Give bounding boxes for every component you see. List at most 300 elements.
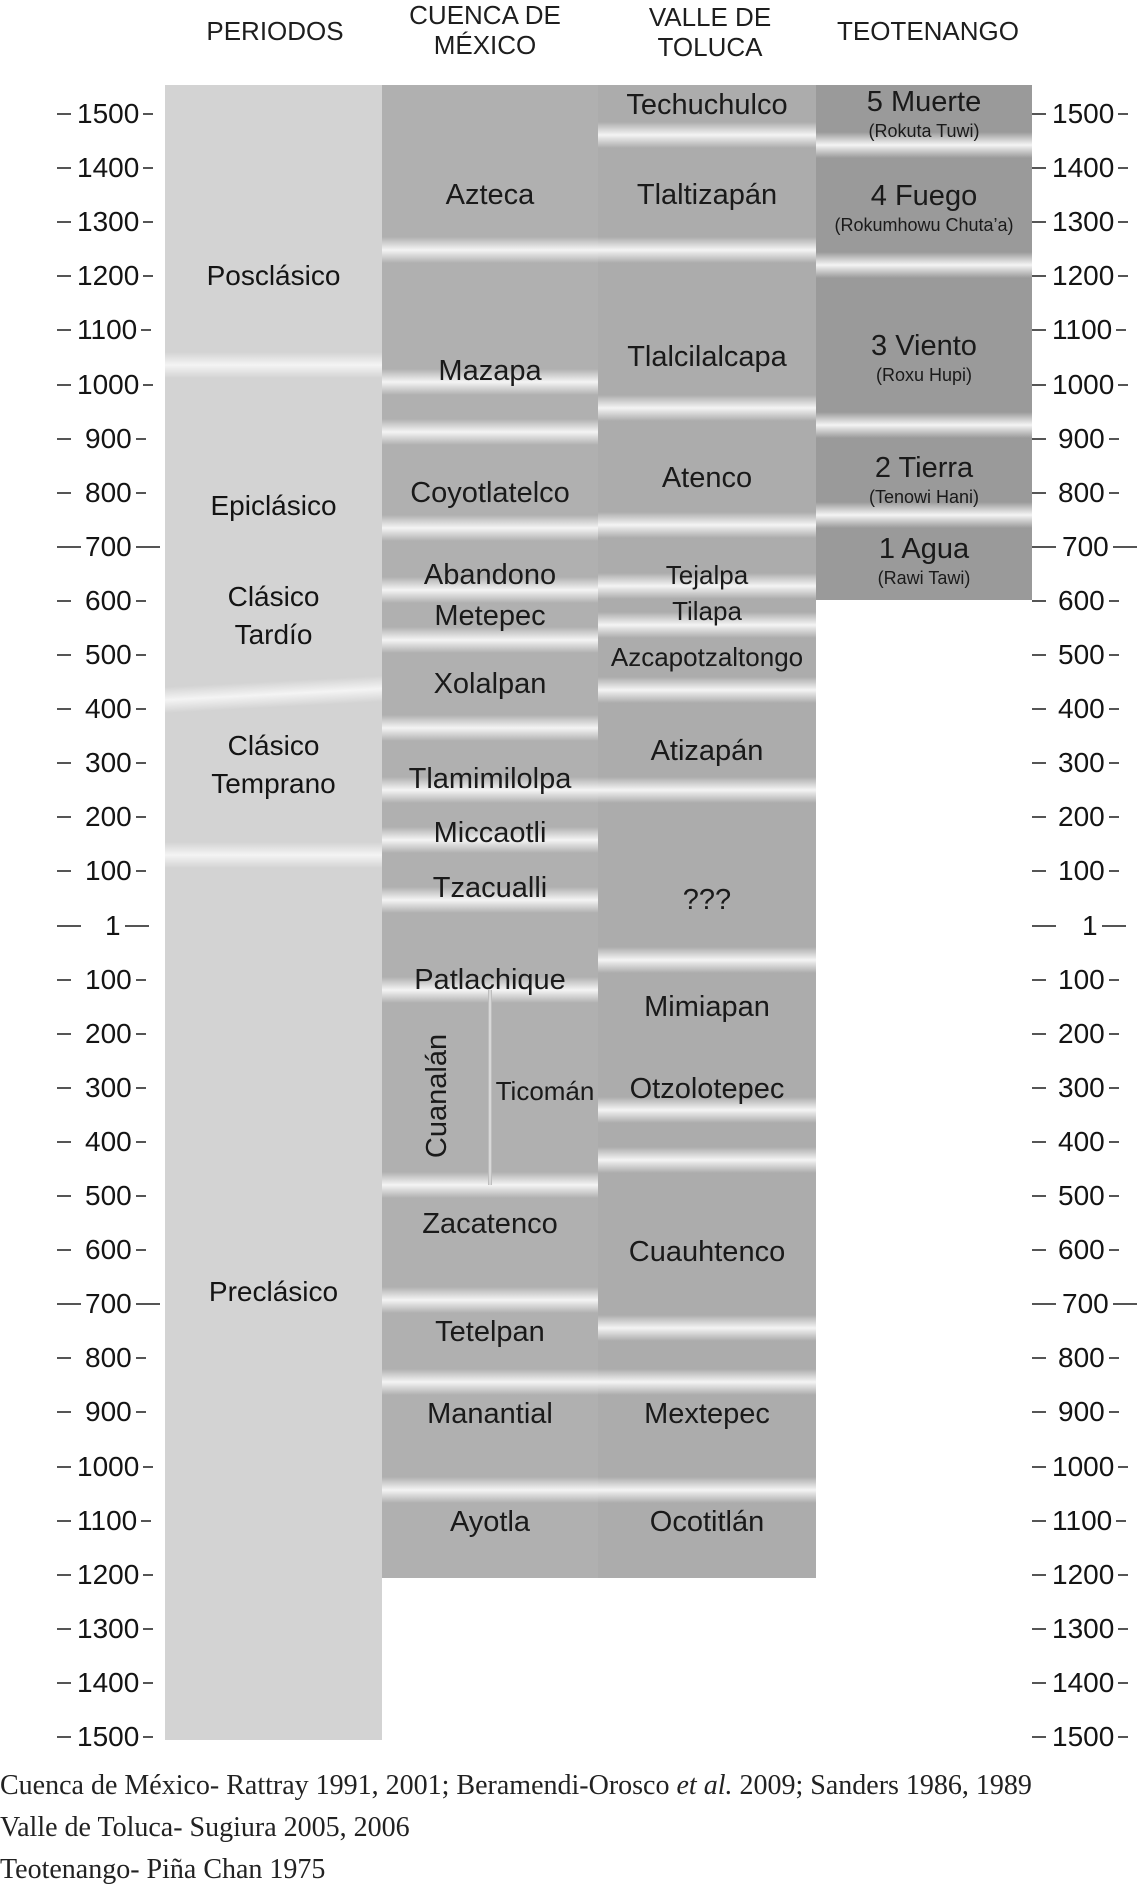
tick-mark <box>1032 275 1046 277</box>
scale-left-row <box>55 799 165 835</box>
scale-right-row <box>1032 204 1142 240</box>
cuenca-separator <box>382 419 598 445</box>
tick-mark <box>57 113 71 115</box>
scale-left-row <box>55 150 165 186</box>
tick-mark <box>1109 1141 1119 1143</box>
scale-left-row <box>55 1611 165 1647</box>
scale-right-row <box>1032 1178 1142 1214</box>
toluca-azcapotzaltongo <box>592 639 822 675</box>
tick-mark <box>136 1033 146 1035</box>
year-label: 800 <box>1058 476 1105 508</box>
year-label: 900 <box>85 422 132 454</box>
year-label: 300 <box>1058 747 1105 779</box>
year-label: 1400 <box>1052 152 1115 184</box>
year-label: 600 <box>1058 584 1105 616</box>
tick-mark <box>57 979 71 981</box>
tick-mark <box>57 167 71 169</box>
scale-left-row <box>55 853 165 889</box>
year-label: 200 <box>1058 801 1105 833</box>
year-label: 500 <box>85 1180 132 1211</box>
toluca-mimiapan-text: Mimiapan <box>644 991 770 1023</box>
toluca-separator <box>598 1477 816 1503</box>
scale-right-row <box>1032 1286 1142 1322</box>
year-label: 1100 <box>77 1504 138 1536</box>
tick-mark <box>1032 1466 1046 1468</box>
tick-mark <box>1032 329 1046 331</box>
year-label: 700 <box>85 1288 132 1320</box>
teotenango-5-muerte <box>816 84 1032 142</box>
toluca-tlalcilalcapa <box>598 339 816 375</box>
toluca-otzolotepec-text: Otzolotepec <box>629 1073 785 1105</box>
scale-left-row <box>55 1719 165 1755</box>
year-label: 1000 <box>77 1450 140 1482</box>
teotenango-3-viento-name: 3 Viento <box>871 330 977 362</box>
cuenca-cuanalan-text: Cuanalán <box>421 1033 453 1159</box>
tick-mark <box>1032 762 1046 764</box>
cuenca-azteca <box>382 177 598 213</box>
tick-mark <box>141 1520 151 1522</box>
tick-mark <box>1032 1303 1056 1305</box>
tick-mark <box>1118 1574 1128 1576</box>
tick-mark <box>1032 1628 1046 1630</box>
tick-mark <box>57 1303 81 1305</box>
tick-mark <box>143 1736 153 1738</box>
toluca-ocotitlan <box>598 1504 816 1540</box>
toluca-separator <box>598 677 816 703</box>
tick-mark <box>143 113 153 115</box>
toluca-mextepec <box>598 1396 816 1432</box>
tick-mark <box>1032 492 1046 494</box>
cuenca-azteca-text: Azteca <box>445 179 535 211</box>
scale-right-row <box>1032 312 1142 348</box>
teotenango-5-muerte-sub: (Rokuta Tuwi) <box>868 121 980 141</box>
scale-left-row <box>55 1340 165 1376</box>
toluca-cuauhtenco <box>598 1234 816 1270</box>
scale-right-row <box>1032 799 1142 835</box>
source-cuenca-part2: 2009; Sanders 1986, 1989 <box>732 1770 1032 1801</box>
cuenca-separator <box>382 515 598 541</box>
toluca-atenco <box>598 460 816 496</box>
tick-mark <box>136 1357 146 1359</box>
scale-left-row <box>55 1557 165 1593</box>
tick-mark <box>1118 1736 1128 1738</box>
toluca-tejalpa-text: Tejalpa <box>665 560 749 590</box>
source-toluca <box>0 1808 410 1848</box>
source-toluca-text: Valle de Toluca- Sugiura 2005, 2006 <box>0 1812 410 1843</box>
toluca-techuchulco-text: Techuchulco <box>626 89 788 121</box>
year-label: 1000 <box>1052 368 1115 400</box>
teotenango-1-agua-sub: (Rawi Tawi) <box>877 568 971 588</box>
tick-mark <box>1109 654 1119 656</box>
year-label: 1100 <box>77 314 138 346</box>
teotenango-2-tierra-sub: (Tenowi Hani) <box>868 487 980 507</box>
year-label: 1300 <box>1052 206 1115 238</box>
toluca-separator <box>598 777 816 803</box>
year-label: 1200 <box>77 1558 140 1590</box>
tick-mark <box>1118 167 1128 169</box>
period-separator <box>165 352 382 378</box>
year-label: 1000 <box>1052 1450 1115 1482</box>
year-label: 100 <box>1058 855 1105 887</box>
teotenango-1-agua <box>816 531 1032 589</box>
cuenca-separator <box>382 1287 598 1313</box>
header-periodos-text: PERIODOS <box>206 16 344 46</box>
cuenca-mazapa <box>382 353 598 389</box>
scale-left-row <box>55 1124 165 1160</box>
header-toluca <box>610 2 810 62</box>
header-teotenango <box>823 16 1033 46</box>
tick-mark <box>1118 1628 1128 1630</box>
teotenango-separator <box>816 252 1032 278</box>
toluca-separator <box>598 512 816 538</box>
scale-right-row <box>1032 421 1142 457</box>
tick-mark <box>57 1682 71 1684</box>
tick-mark <box>57 492 71 494</box>
tick-mark <box>136 1141 146 1143</box>
year-label: 100 <box>1058 963 1105 995</box>
tick-mark <box>1118 275 1128 277</box>
scale-right-row <box>1032 1557 1142 1593</box>
tick-mark <box>1109 600 1119 602</box>
toluca-separator <box>598 237 816 263</box>
tick-mark <box>57 1574 71 1576</box>
cuenca-tzacualli-text: Tzacualli <box>432 872 548 904</box>
tick-mark <box>136 762 146 764</box>
cuenca-zacatenco <box>382 1206 598 1242</box>
cuenca-ticoman-text: Ticomán <box>495 1076 595 1106</box>
cuenca-zacatenco-text: Zacatenco <box>422 1208 558 1240</box>
tick-mark <box>1102 925 1126 927</box>
tick-mark <box>1032 221 1046 223</box>
header-cuenca <box>385 0 585 60</box>
toluca-atizapan-text: Atizapán <box>650 735 764 767</box>
tick-mark <box>1109 1357 1119 1359</box>
tick-mark <box>57 600 71 602</box>
tick-mark <box>136 1303 160 1305</box>
tick-mark <box>1032 979 1046 981</box>
toluca-tilapa <box>598 593 816 629</box>
year-label: 1500 <box>77 1721 140 1752</box>
cuenca-xolalpan-text: Xolalpan <box>433 668 547 700</box>
scale-right-row <box>1032 583 1142 619</box>
cuenca-xolalpan <box>382 666 598 702</box>
tick-mark <box>1032 1087 1046 1089</box>
tick-mark <box>1032 438 1046 440</box>
cuenca-metepec <box>382 598 598 634</box>
scale-left-row <box>55 475 165 511</box>
tick-mark <box>136 654 146 656</box>
scale-right-row <box>1032 1070 1142 1106</box>
tick-mark <box>57 870 71 872</box>
source-cuenca-part1: Cuenca de México- Rattray 1991, 2001; Beramendi-Orosco <box>0 1770 677 1801</box>
cuenca-tlamimilolpa <box>382 761 598 797</box>
tick-mark <box>57 1087 71 1089</box>
header-periodos <box>160 16 390 46</box>
year-label: 600 <box>85 584 132 616</box>
toluca-atenco-text: Atenco <box>661 462 753 494</box>
year-label: 100 <box>85 963 132 995</box>
periods-column <box>165 85 382 1740</box>
tick-mark <box>1032 1736 1046 1738</box>
tick-mark <box>1032 113 1046 115</box>
toluca-azcapotzaltongo-text: Azcapotzaltongo <box>610 642 804 672</box>
tick-mark <box>57 925 81 927</box>
tick-mark <box>136 870 146 872</box>
tick-mark <box>1032 1033 1046 1035</box>
scale-right-row <box>1032 745 1142 781</box>
tick-mark <box>1109 762 1119 764</box>
tick-mark <box>57 1466 71 1468</box>
scale-left-row <box>55 96 165 132</box>
year-label: 500 <box>1058 1180 1105 1211</box>
scale-right-row <box>1032 853 1142 889</box>
tick-mark <box>1032 1141 1046 1143</box>
period-clasico-temprano-text: Clásico Temprano <box>211 730 336 799</box>
year-label: 1100 <box>1052 1504 1113 1536</box>
year-label: 1 <box>1082 909 1098 941</box>
teotenango-4-fuego <box>816 178 1032 236</box>
scale-right-row <box>1032 1016 1142 1052</box>
teotenango-4-fuego-sub: (Rokumhowu Chuta’a) <box>834 215 1014 235</box>
tick-mark <box>136 492 146 494</box>
scale-right-row <box>1032 637 1142 673</box>
tick-mark <box>136 546 160 548</box>
year-label: 700 <box>1062 530 1109 562</box>
tick-mark <box>1113 1303 1137 1305</box>
scale-left-row <box>55 421 165 457</box>
year-label: 1400 <box>77 152 140 184</box>
scale-left-row <box>55 1178 165 1214</box>
tick-mark <box>1032 1195 1046 1197</box>
scale-left-row <box>55 312 165 348</box>
tick-mark <box>57 654 71 656</box>
year-label: 700 <box>1062 1288 1109 1320</box>
tick-mark <box>141 329 151 331</box>
teotenango-3-viento-sub: (Roxu Hupi) <box>875 365 973 385</box>
tick-mark <box>57 1411 71 1413</box>
toluca-unknown-text: ??? <box>682 884 732 916</box>
tick-mark <box>143 1682 153 1684</box>
tick-mark <box>1118 113 1128 115</box>
year-label: 300 <box>85 1071 132 1103</box>
toluca-separator <box>598 1315 816 1341</box>
year-label: 1000 <box>77 368 140 400</box>
period-epiclasico-text: Epiclásico <box>210 490 337 521</box>
year-label: 1 <box>105 909 121 941</box>
year-label: 200 <box>1058 1017 1105 1049</box>
source-cuenca-etal: et al. <box>676 1770 733 1801</box>
year-label: 400 <box>1058 1125 1105 1157</box>
tick-mark <box>57 1033 71 1035</box>
year-label: 300 <box>1058 1071 1105 1103</box>
tick-mark <box>57 384 71 386</box>
year-label: 1400 <box>1052 1666 1115 1698</box>
teotenango-3-viento <box>816 328 1032 386</box>
tick-mark <box>57 1249 71 1251</box>
tick-mark <box>1032 1357 1046 1359</box>
cuenca-tetelpan <box>382 1314 598 1350</box>
period-separator <box>165 842 382 868</box>
tick-mark <box>136 1087 146 1089</box>
year-label: 600 <box>85 1234 132 1266</box>
tick-mark <box>57 275 71 277</box>
tick-mark <box>57 816 71 818</box>
cuenca-abandono <box>382 557 598 593</box>
scale-left-row <box>55 1503 165 1539</box>
toluca-separator <box>598 395 816 421</box>
tick-mark <box>1109 1087 1119 1089</box>
cuenca-tlamimilolpa-text: Tlamimilolpa <box>408 763 572 795</box>
scale-right-row <box>1032 1449 1142 1485</box>
cuenca-mazapa-text: Mazapa <box>438 355 542 387</box>
header-toluca-line1: VALLE DE <box>648 2 772 32</box>
scale-right-row <box>1032 691 1142 727</box>
tick-mark <box>1032 654 1046 656</box>
tick-mark <box>1032 925 1056 927</box>
scale-left-row <box>55 962 165 998</box>
toluca-atizapan <box>598 733 816 769</box>
tick-mark <box>143 384 153 386</box>
tick-mark <box>143 167 153 169</box>
year-label: 900 <box>1058 1396 1105 1428</box>
tick-mark <box>1109 492 1119 494</box>
tick-mark <box>1032 870 1046 872</box>
cuenca-patlachique-text: Patlachique <box>414 964 566 996</box>
tick-mark <box>1109 1411 1119 1413</box>
toluca-otzolotepec <box>598 1071 816 1107</box>
cuenca-separator <box>382 1369 598 1395</box>
tick-mark <box>1032 816 1046 818</box>
toluca-techuchulco <box>598 87 816 123</box>
period-preclasico-text: Preclásico <box>208 1276 339 1307</box>
tick-mark <box>1118 1682 1128 1684</box>
scale-right-row <box>1032 1340 1142 1376</box>
period-epiclasico <box>165 487 382 525</box>
tick-mark <box>57 1195 71 1197</box>
scale-right-row <box>1032 1719 1142 1755</box>
scale-left-row <box>55 1449 165 1485</box>
cuenca-tzacualli <box>382 870 598 906</box>
scale-left-row <box>55 1286 165 1322</box>
cuenca-manantial-text: Manantial <box>427 1398 553 1430</box>
scale-left-row <box>55 583 165 619</box>
cuenca-manantial <box>382 1396 598 1432</box>
year-label: 600 <box>1058 1234 1105 1266</box>
year-label: 100 <box>85 855 132 887</box>
year-label: 1100 <box>1052 314 1113 346</box>
tick-mark <box>143 221 153 223</box>
scale-left-row <box>55 1232 165 1268</box>
toluca-tlaltizapan-text: Tlaltizapán <box>636 179 778 211</box>
year-label: 300 <box>85 747 132 779</box>
toluca-ocotitlan-text: Ocotitlán <box>649 1506 765 1538</box>
source-teotenango-text: Teotenango- Piña Chan 1975 <box>0 1854 326 1885</box>
year-label: 1200 <box>77 260 140 292</box>
scale-right-row <box>1032 96 1142 132</box>
cuenca-ayotla <box>382 1504 598 1540</box>
tick-mark <box>1032 1411 1046 1413</box>
tick-mark <box>143 1628 153 1630</box>
scale-left-row <box>55 1394 165 1430</box>
scale-left-row <box>55 204 165 240</box>
scale-right-row <box>1032 1232 1142 1268</box>
teotenango-5-muerte-name: 5 Muerte <box>866 86 982 118</box>
cuenca-cuanalan <box>419 1016 455 1176</box>
teotenango-1-agua-name: 1 Agua <box>878 533 970 565</box>
tick-mark <box>136 1411 146 1413</box>
year-label: 900 <box>1058 422 1105 454</box>
cuenca-separator <box>382 237 598 263</box>
tick-mark <box>57 1141 71 1143</box>
tick-mark <box>57 708 71 710</box>
cuenca-coyotlatelco-text: Coyotlatelco <box>410 477 570 509</box>
cuenca-abandono-text: Abandono <box>423 559 557 591</box>
tick-mark <box>57 1628 71 1630</box>
period-clasico-temprano <box>195 727 352 803</box>
scale-left-row <box>55 1070 165 1106</box>
year-label: 1400 <box>77 1666 140 1698</box>
scale-left-row <box>55 908 165 944</box>
toluca-tlaltizapan <box>598 177 816 213</box>
cuenca-separator <box>382 1477 598 1503</box>
toluca-unknown <box>598 882 816 918</box>
tick-mark <box>1109 1033 1119 1035</box>
year-label: 800 <box>85 476 132 508</box>
scale-right-row <box>1032 258 1142 294</box>
tick-mark <box>57 546 81 548</box>
period-clasico-tardio-text: Clásico Tardío <box>227 581 320 650</box>
tick-mark <box>1118 384 1128 386</box>
toluca-cuauhtenco-text: Cuauhtenco <box>628 1236 786 1268</box>
cuenca-metepec-text: Metepec <box>434 600 546 632</box>
tick-mark <box>1032 1574 1046 1576</box>
cuenca-coyotlatelco <box>382 475 598 511</box>
period-posclasico-text: Posclásico <box>206 260 341 291</box>
tick-mark <box>57 1736 71 1738</box>
year-label: 200 <box>85 1017 132 1049</box>
tick-mark <box>1109 870 1119 872</box>
scale-right-row <box>1032 150 1142 186</box>
year-label: 800 <box>1058 1342 1105 1374</box>
tick-mark <box>136 1249 146 1251</box>
year-label: 900 <box>85 1396 132 1428</box>
year-label: 700 <box>85 530 132 562</box>
cuenca-tetelpan-text: Tetelpan <box>435 1316 545 1348</box>
scale-left-row <box>55 1665 165 1701</box>
cuenca-patlachique <box>382 962 598 998</box>
tick-mark <box>57 329 71 331</box>
year-label: 1500 <box>1052 1721 1115 1752</box>
teotenango-2-tierra-name: 2 Tierra <box>874 452 974 484</box>
scale-left-row <box>55 529 165 565</box>
scale-left-row <box>55 691 165 727</box>
tick-mark <box>57 221 71 223</box>
year-label: 1500 <box>77 98 140 129</box>
tick-mark <box>143 275 153 277</box>
year-label: 200 <box>85 801 132 833</box>
scale-right-row <box>1032 475 1142 511</box>
toluca-tlalcilalcapa-text: Tlalcilalcapa <box>627 341 787 373</box>
scale-right-row <box>1032 529 1142 565</box>
tick-mark <box>1032 546 1056 548</box>
cuenca-miccaotli-text: Miccaotli <box>433 817 547 849</box>
toluca-separator <box>598 122 816 148</box>
year-label: 500 <box>85 639 132 670</box>
tick-mark <box>136 1195 146 1197</box>
toluca-separator <box>598 1369 816 1395</box>
year-label: 500 <box>1058 639 1105 670</box>
year-label: 1300 <box>1052 1612 1115 1644</box>
